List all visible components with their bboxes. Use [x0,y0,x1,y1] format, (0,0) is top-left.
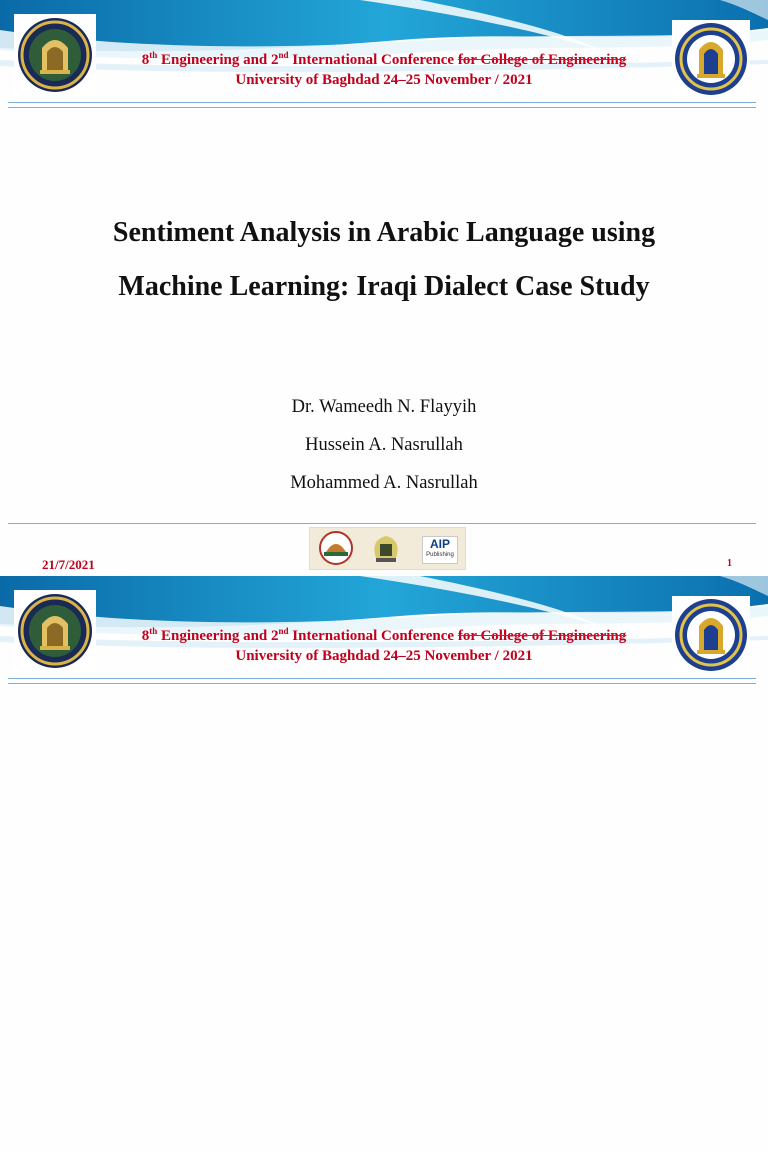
header-rule-2 [8,107,756,108]
aip-logo-text: AIP [429,537,450,551]
conference-header [96,50,672,90]
title-line-1: Sentiment Analysis in Arabic Language using [112,217,656,248]
slide-title [40,206,728,314]
author-3: Mohammed A. Nasrullah [290,473,478,493]
slide-number: 1 [727,558,732,569]
college-emblem-icon [14,14,96,96]
conference-title-2: 8th Engineering and 2nd International Conference for College of Engineering [141,626,627,644]
college-emblem-icon [14,590,96,672]
header-rule-4 [8,683,756,684]
header-rule [8,102,756,103]
sponsor-logos [309,527,466,570]
conference-venue: University of Baghdad 24–25 November / 2021 [235,72,533,88]
slide-date: 21/7/2021 [42,557,95,572]
author-list [184,388,584,502]
university-of-baghdad-icon [672,20,750,98]
author-1: Dr. Wameedh N. Flayyih [291,397,477,417]
aip-logo-subtext: Publishing [426,552,454,558]
conference-header-2 [96,626,672,666]
header-rule-3 [8,678,756,679]
conference-venue-2: University of Baghdad 24–25 November / 2021 [235,648,533,664]
university-of-baghdad-icon [672,596,750,674]
conference-title: 8th Engineering and 2nd International Conference for College of Engineering [141,50,627,68]
footer-rule [8,523,756,524]
aip-logo [422,536,458,564]
title-line-2: Machine Learning: Iraqi Dialect Case Study [118,271,650,302]
slide-2 [0,576,768,1152]
author-2: Hussein A. Nasrullah [305,435,463,455]
